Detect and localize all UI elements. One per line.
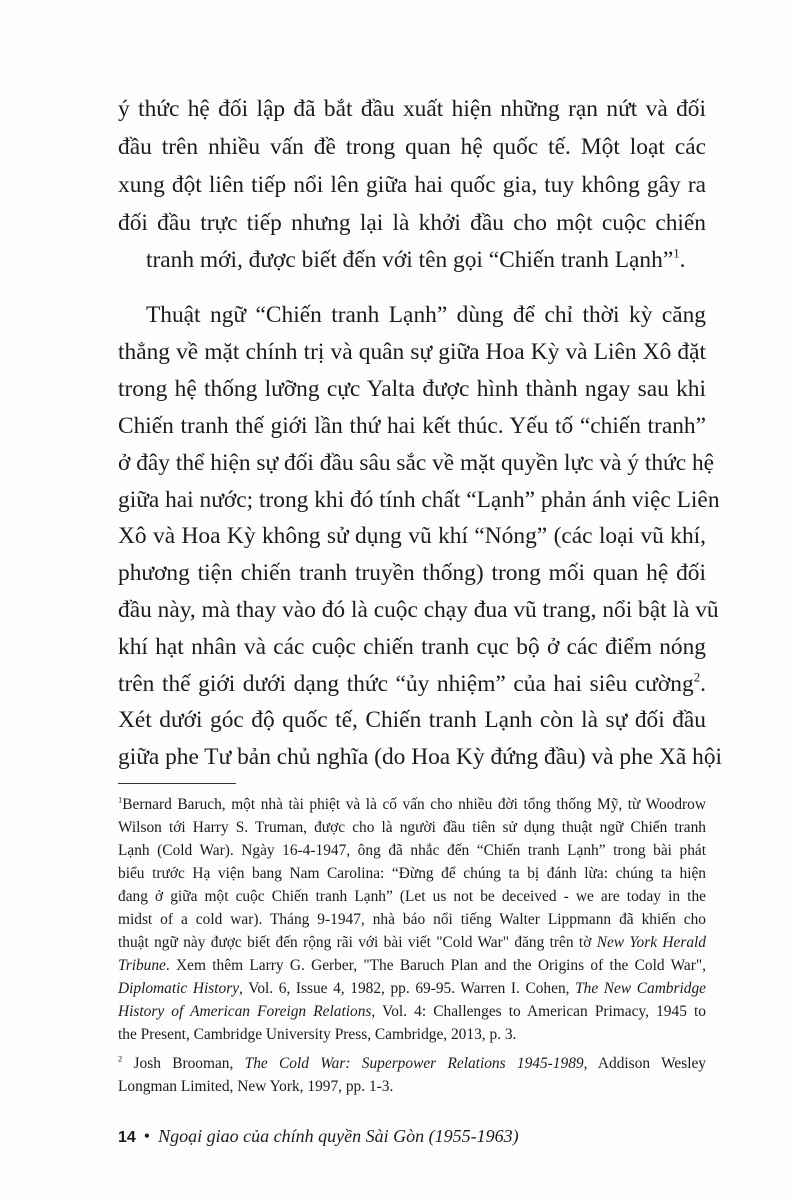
text-line: [118, 245, 706, 275]
text-span: .: [679, 247, 686, 273]
footnote-line: Longman Limited, New York, 1997, pp. 1-3.: [118, 1078, 394, 1095]
footnote-line: [118, 956, 706, 976]
text-line: phương tiện chiến tranh truyền thống) trong mối quan hệ đối: [118, 560, 706, 586]
text-line: đầu này, mà thay vào đó là cuộc chạy đua vũ trang, nổi bật là vũ: [118, 597, 719, 623]
footnote-line: đang ở giữa một cuộc Chiến tranh Lạnh” (Let us not be deceived - we are today in the: [118, 888, 706, 905]
footnote-line: [118, 1054, 706, 1074]
separator-dot: •: [143, 1126, 151, 1146]
footnote-line: [118, 795, 706, 815]
text-line: [118, 669, 706, 699]
text-span: , Vol. 4: Challenges to American Primacy, 1945 to: [371, 1003, 706, 1020]
text-span: trên thế giới dưới dạng thức “ủy nhiệm” của hai siêu cường: [118, 671, 694, 697]
text-line: giữa phe Tư bản chủ nghĩa (do Hoa Kỳ đứng đầu) và phe Xã hội: [118, 744, 723, 770]
text-line: đầu trên nhiều vấn đề trong quan hệ quốc tế. Một loạt các: [118, 134, 706, 160]
footnote-line: [118, 1002, 706, 1022]
footnote-line: biểu trước Hạ viện bang Nam Carolina: “Đừng để chúng ta bị đánh lừa: chúng ta hiện: [118, 865, 706, 882]
text-line: ở đây thể hiện sự đối đầu sâu sắc về mặt quyền lực và ý thức hệ: [118, 450, 715, 476]
book-title: Ngoại giao của chính quyền Sài Gòn (1955-1963): [158, 1126, 519, 1146]
footnote-divider: [118, 783, 236, 784]
footnote-line: [118, 979, 706, 999]
italic-title: New York Herald: [596, 934, 706, 951]
text-span: . Xem thêm Larry G. Gerber, "The Baruch Plan and the Origins of the Cold War",: [165, 957, 706, 974]
text-line: trong hệ thống lưỡng cực Yalta được hình thành ngay sau khi: [118, 376, 706, 402]
text-line: Xô và Hoa Kỳ không sử dụng vũ khí “Nóng” (các loại vũ khí,: [118, 523, 706, 549]
text-line: ý thức hệ đối lập đã bắt đầu xuất hiện những rạn nứt và đối: [118, 96, 706, 122]
footnote-ref[interactable]: 1: [673, 246, 680, 261]
italic-title: Diplomatic History: [118, 980, 240, 997]
text-line: thẳng về mặt chính trị và quân sự giữa Hoa Kỳ và Liên Xô đặt: [118, 339, 706, 365]
text-line: xung đột liên tiếp nổi lên giữa hai quốc gia, tuy không gây ra: [118, 172, 706, 198]
text-span: thuật ngữ này được biết đến rộng rãi với bài viết "Cold War" đăng trên tờ: [118, 934, 597, 951]
footnote-mark: 1: [118, 794, 123, 805]
text-line: giữa hai nước; trong khi đó tính chất “Lạnh” phản ánh việc Liên: [118, 487, 720, 513]
footnote-line: Lạnh (Cold War). Ngày 16-4-1947, ông đã nhắc đến “Chiến tranh Lạnh” trong bài phát: [118, 842, 706, 859]
footnote-mark: 2: [118, 1053, 123, 1064]
text-line: đối đầu trực tiếp nhưng lại là khởi đầu cho một cuộc chiến: [118, 210, 706, 236]
italic-title: The New Cambridge: [575, 980, 706, 997]
footnote-line: midst of a cold war). Tháng 9-1947, nhà báo nổi tiếng Walter Lippmann đã khiến cho: [118, 911, 706, 928]
text-span: Josh Brooman,: [122, 1055, 245, 1072]
text-line: Xét dưới góc độ quốc tế, Chiến tranh Lạnh còn là sự đối đầu: [118, 707, 706, 733]
page-number: 14: [118, 1129, 136, 1146]
text-line: Thuật ngữ “Chiến tranh Lạnh” dùng để chỉ thời kỳ căng: [146, 302, 706, 328]
footnote-line: the Present, Cambridge University Press, Cambridge, 2013, p. 3.: [118, 1026, 517, 1043]
italic-title: The Cold War: Superpower Relations 1945-1989: [244, 1055, 584, 1072]
text-line: khí hạt nhân và các cuộc chiến tranh cục bộ ở các điểm nóng: [118, 634, 706, 660]
text-line: Chiến tranh thế giới lần thứ hai kết thúc. Yếu tố “chiến tranh”: [118, 413, 706, 439]
running-footer: [118, 1124, 519, 1150]
footnote-line: [118, 933, 706, 953]
text-span: Bernard Baruch, một nhà tài phiệt và là cố vấn cho nhiều đời tổng thống Mỹ, từ Woodrow: [122, 796, 706, 813]
text-span: , Vol. 6, Issue 4, 1982, pp. 69-95. Warren I. Cohen,: [239, 980, 576, 997]
italic-title: Tribune: [118, 957, 166, 974]
text-span: tranh mới, được biết đến với tên gọi “Chiến tranh Lạnh”: [146, 247, 674, 273]
italic-title: History of American Foreign Relations: [118, 1003, 372, 1020]
text-span: , Addison Wesley: [583, 1055, 706, 1072]
text-span: .: [700, 671, 706, 697]
footnote-line: Wilson tới Harry S. Truman, được cho là người đầu tiên sử dụng thuật ngữ Chiến tranh: [118, 819, 706, 836]
footnote-ref[interactable]: 2: [693, 670, 701, 685]
